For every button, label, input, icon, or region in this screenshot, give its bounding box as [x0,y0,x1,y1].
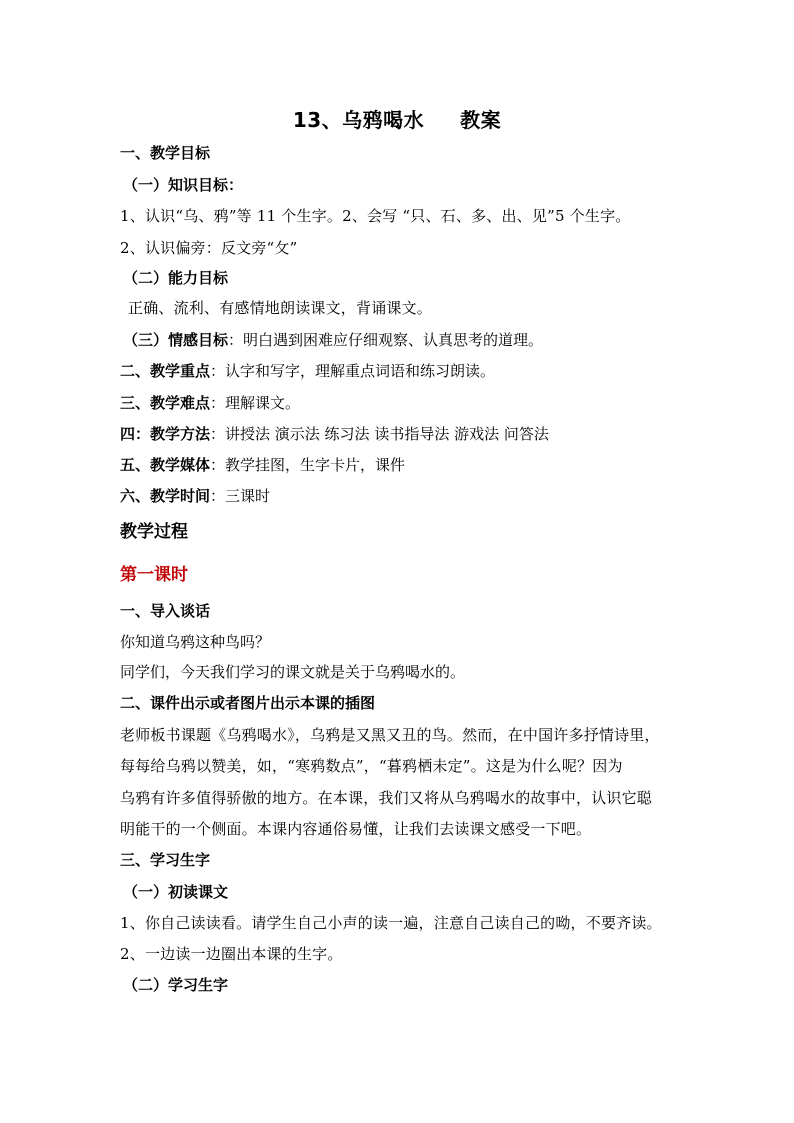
time-label: 六、教学时间 [120,487,211,505]
methods-line [120,424,680,444]
document-title [0,104,794,133]
key-points-label: 二、教学重点 [120,362,211,380]
first-reading-line-2: 2、一边读一边圈出本课的生字。 [120,945,343,963]
lesson-1-heading: 第一课时 [120,565,188,585]
emotion-goals-text: ：明白遇到困难应仔细观察、认真思考的道理。 [228,331,544,349]
illustration-line-3: 乌鸦有许多值得骄傲的地方。在本课，我们又将从乌鸦喝水的故事中，认识它聪 [120,789,653,807]
teaching-process-heading: 教学过程 [120,522,188,542]
ability-item: 正确、流利、有感情地朗读课文，背诵课文。 [128,299,433,317]
emotion-goals-line [123,330,683,350]
learn-characters-heading: 三、学习生字 [120,851,211,869]
subsection-ability-goals: （二）能力目标 [123,269,229,287]
media-label: 五、教学媒体 [120,456,211,474]
intro-line-2: 同学们，今天我们学习的课文就是关于乌鸦喝水的。 [120,663,466,681]
methods-label: 四：教学方法 [120,425,211,443]
time-line [120,486,680,506]
title-kind: 教案 [460,108,502,132]
knowledge-item-1: 1、认识“乌、鸦”等 11 个生字。2、会写 “只、石、多、出、见”5 个生字。 [120,207,631,225]
subsection-knowledge-goals: （一）知识目标： [123,176,244,194]
key-points-text: ：认字和写字，理解重点词语和练习朗读。 [210,362,496,380]
methods-text: ：讲授法 演示法 练习法 读书指导法 游戏法 问答法 [210,425,549,443]
first-reading-line-1: 1、你自己读读看。请学生自己小声的读一遍，注意自己读自己的呦，不要齐读。 [120,914,662,932]
illustration-line-4: 明能干的一个侧面。本课内容通俗易懂，让我们去读课文感受一下吧。 [120,820,592,838]
difficulty-line [120,393,680,413]
difficulty-label: 三、教学难点 [120,394,211,412]
knowledge-item-2: 2、认识偏旁：反文旁“攵” [120,239,298,257]
intro-line-1: 你知道乌鸦这种鸟吗？ [120,633,271,651]
illustration-line-2: 每每给乌鸦以赞美，如，“寒鸦数点”，“暮鸦栖未定”。这是为什么呢？因为 [120,757,623,775]
illustration-heading: 二、课件出示或者图片出示本课的插图 [120,694,376,712]
difficulty-text: ：理解课文。 [210,394,301,412]
emotion-goals-label: （三）情感目标 [123,331,229,349]
title-lesson: 13、乌鸦喝水 [292,108,425,132]
media-text: ：教学挂图，生字卡片，课件 [210,456,406,474]
first-reading-heading: （一）初读课文 [123,883,229,901]
time-text: ：三课时 [210,487,271,505]
section-teaching-goals: 一、教学目标 [120,144,211,162]
key-points-line [120,361,680,381]
learn-new-characters-heading: （二）学习生字 [123,976,229,994]
illustration-line-1: 老师板书课题《乌鸦喝水》，乌鸦是又黑又丑的鸟。然而，在中国许多抒情诗里， [120,726,660,744]
media-line [120,455,680,475]
intro-heading: 一、导入谈话 [120,602,211,620]
